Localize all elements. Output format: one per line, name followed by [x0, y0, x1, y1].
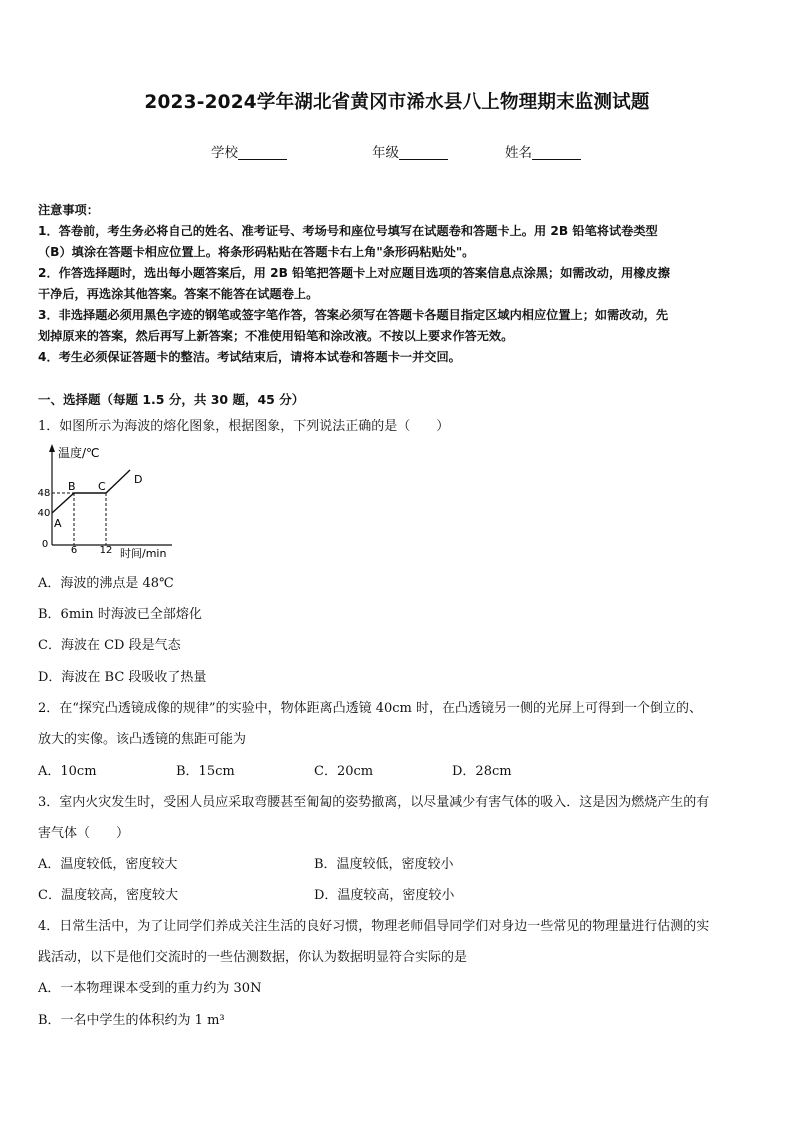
q3-option-b: B．温度较低，密度较小	[314, 857, 454, 872]
q2-option-c: C．20cm	[314, 764, 374, 779]
question-1-stem: 1．如图所示为海波的熔化图象，根据图象，下列说法正确的是（ ）	[38, 419, 450, 434]
q3-option-d: D．温度较高，密度较小	[314, 888, 455, 903]
q3-option-a: A．温度较低，密度较大	[38, 857, 178, 872]
question-3-line1: 3．室内火灾发生时，受困人员应采取弯腰甚至匍匐的姿势撤离，以尽量减少有害气体的吸入．这是因为燃烧产生的有	[38, 795, 710, 810]
name-blank	[532, 145, 581, 160]
y-tick-label: 40	[37, 508, 51, 519]
q4-option-b: B．一名中学生的体积约为 1 m³	[38, 1013, 225, 1028]
q2-option-d: D．28cm	[452, 764, 512, 779]
page-title: 2023-2024学年湖北省黄冈市浠水县八上物理期末监测试题	[144, 92, 650, 113]
melting-graph	[34, 440, 184, 565]
y-axis-label: 温度/℃	[58, 446, 100, 460]
x-tick-label: 12	[99, 545, 113, 556]
q1-option-b: B．6min 时海波已全部熔化	[38, 607, 202, 622]
grade-field	[372, 141, 448, 161]
x-tick-label: 6	[70, 545, 78, 556]
grade-blank	[399, 145, 448, 160]
q2-option-b: B．15cm	[176, 764, 235, 779]
question-4-line2: 践活动，以下是他们交流时的一些估测数据，你认为数据明显符合实际的是	[38, 950, 468, 965]
name-field	[505, 141, 581, 161]
q2-option-a: A．10cm	[38, 764, 97, 779]
melting-curve	[52, 470, 130, 513]
question-2-line1: 2．在“探究凸透镜成像的规律”的实验中，物体距离凸透镜 40cm 时，在凸透镜另一侧的光屏上可得到一个倒立的、	[38, 701, 702, 716]
notice-item: 1．答卷前，考生务必将自己的姓名、准考证号、考场号和座位号填写在试题卷和答题卡上。用 2B 铅笔将试卷类型	[38, 224, 658, 238]
point-label-c: C	[98, 480, 106, 493]
q1-option-d: D．海波在 BC 段吸收了热量	[38, 670, 207, 685]
x-axis-label: 时间/min	[120, 547, 167, 560]
point-label-b: B	[68, 480, 76, 493]
school-label: 学校	[211, 145, 238, 161]
notice-item: 干净后，再选涂其他答案。答案不能答在试题卷上。	[38, 287, 319, 301]
notice-item: （B）填涂在答题卡相应位置上。将条形码粘贴在答题卡右上角"条形码粘贴处"。	[38, 245, 475, 259]
q1-option-a: A．海波的沸点是 48℃	[38, 576, 174, 591]
q1-option-c: C．海波在 CD 段是气态	[38, 638, 181, 653]
notice-item: 2．作答选择题时，选出每小题答案后，用 2B 铅笔把答题卡上对应题目选项的答案信息点涂黑；如需改动，用橡皮擦	[38, 266, 670, 280]
q4-option-a: A．一本物理课本受到的重力约为 30N	[38, 981, 262, 996]
school-blank	[238, 145, 287, 160]
section-heading: 一、选择题（每题 1.5 分，共 30 题，45 分）	[38, 392, 305, 407]
notice-item: 3．非选择题必须用黑色字迹的钢笔或签字笔作答，答案必须写在答题卡各题目指定区域内相应位置上；如需改动，先	[38, 308, 669, 322]
notice-heading: 注意事项：	[38, 203, 99, 217]
point-label-a: A	[54, 517, 62, 530]
y-tick-label: 48	[37, 488, 51, 499]
point-label-d: D	[134, 473, 143, 486]
notice-item: 4．考生必须保证答题卡的整洁。考试结束后，请将本试卷和答题卡一并交回。	[38, 350, 461, 364]
question-3-line2: 害气体（ ）	[38, 826, 130, 841]
question-4-line1: 4．日常生活中，为了让同学们养成关注生活的良好习惯，物理老师倡导同学们对身边一些常见的物理量进行估测的实	[38, 919, 710, 934]
tick-label-origin: 0	[41, 539, 49, 550]
grade-label: 年级	[372, 145, 399, 161]
school-field	[211, 141, 287, 161]
question-2-line2: 放大的实像。该凸透镜的焦距可能为	[38, 732, 247, 747]
notice-item: 划掉原来的答案，然后再写上新答案；不准使用铅笔和涂改液。不按以上要求作答无效。	[38, 329, 514, 343]
q3-option-c: C．温度较高，密度较大	[38, 888, 178, 903]
name-label: 姓名	[505, 145, 532, 161]
